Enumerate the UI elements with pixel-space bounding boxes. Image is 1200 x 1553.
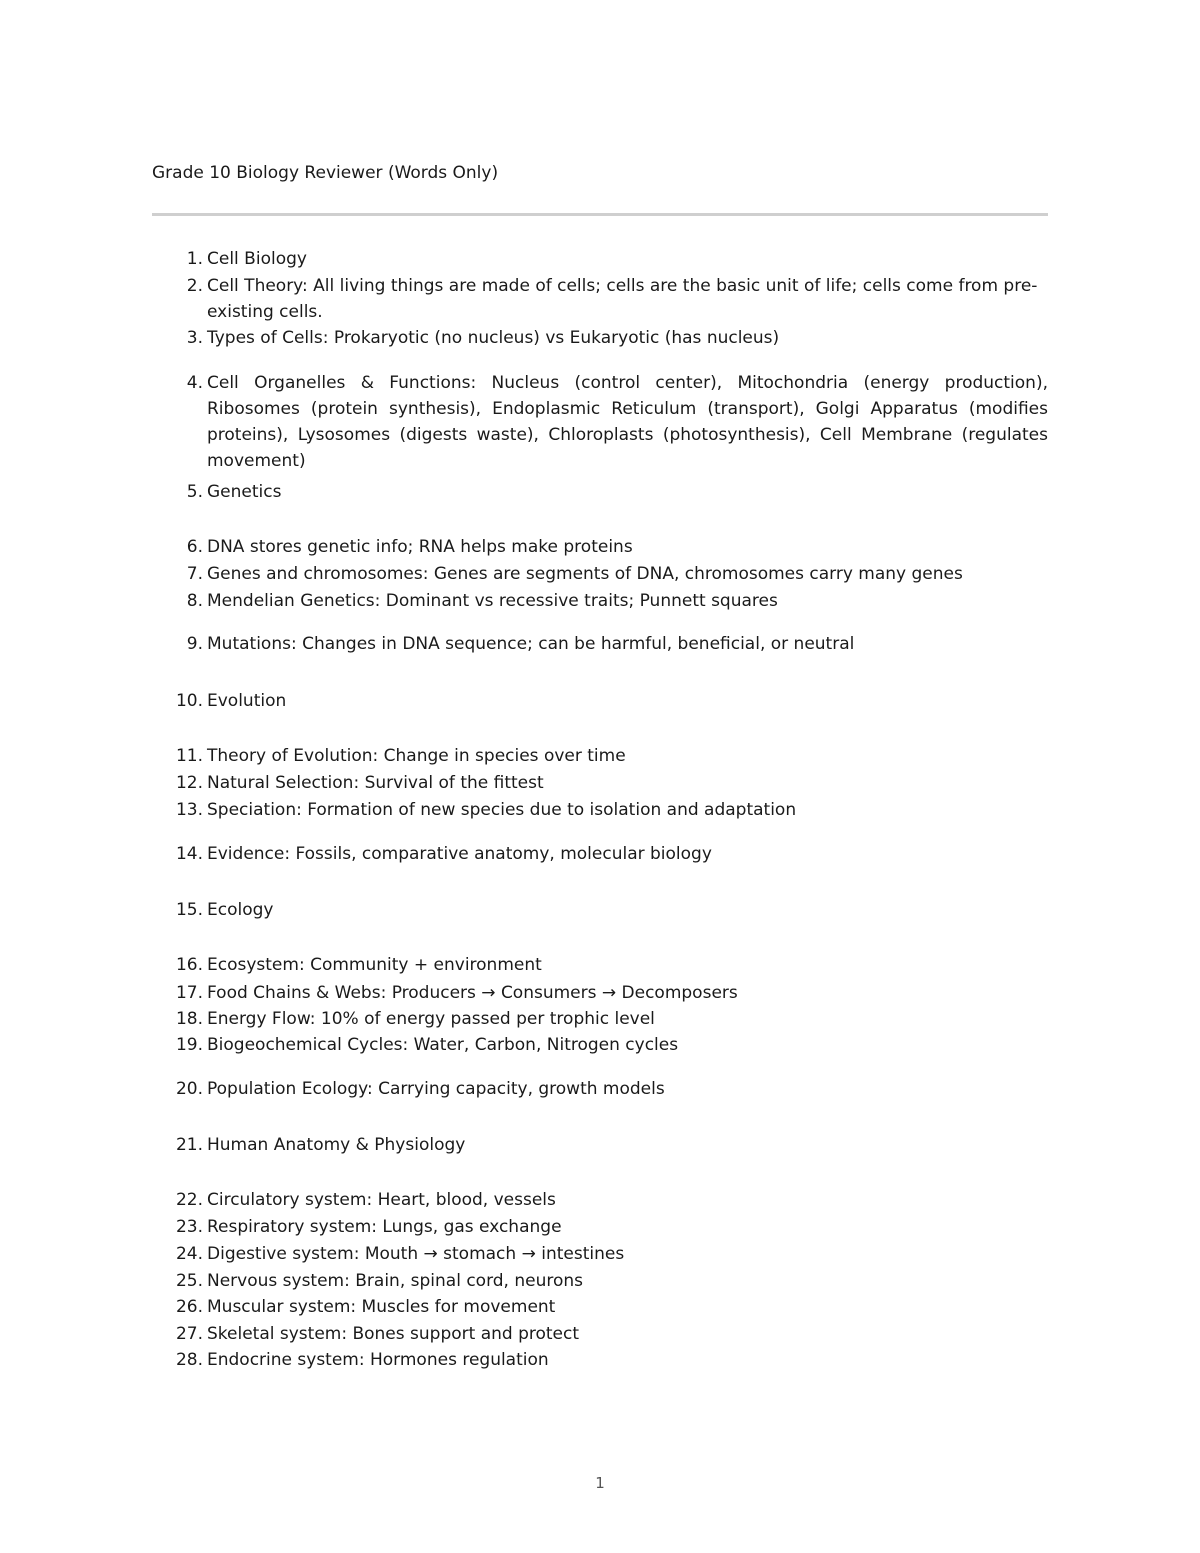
list-item-number: 2.	[186, 276, 203, 296]
list-item-number: 23.	[175, 1217, 203, 1237]
list-item-number: 14.	[175, 844, 203, 864]
list-item-number: 22.	[175, 1190, 203, 1210]
list-item-number: 1.	[186, 249, 203, 269]
list-item	[152, 1032, 1048, 1058]
list-item-text: Cell Theory: All living things are made of cells; cells are the basic unit of life; cells come from pre-existing cells.	[207, 276, 1038, 322]
list-item	[152, 980, 1048, 1006]
list-item	[152, 770, 1048, 796]
list-item-text: Ecology	[207, 900, 274, 920]
list-item	[152, 273, 1048, 325]
list-item-number: 17.	[175, 983, 203, 1003]
list-item	[152, 841, 1048, 867]
list-item	[152, 370, 1048, 474]
list-item-text: Cell Biology	[207, 249, 307, 269]
list-item	[152, 743, 1048, 769]
list-item-text: Ecosystem: Community + environment	[207, 955, 542, 975]
list-item	[152, 1187, 1048, 1213]
list-item-number: 21.	[175, 1135, 203, 1155]
list-item	[152, 1321, 1048, 1347]
list-item-text: Muscular system: Muscles for movement	[207, 1297, 556, 1317]
list-item-number: 6.	[186, 537, 203, 557]
list-item-number: 24.	[175, 1244, 203, 1264]
list-item-text: DNA stores genetic info; RNA helps make proteins	[207, 537, 633, 557]
list-item-text: Mendelian Genetics: Dominant vs recessive traits; Punnett squares	[207, 591, 778, 611]
list-item-text: Cell Organelles & Functions: Nucleus (control center), Mitochondria (energy production), Ribosomes (protein synthesis), Endoplasmic Reticulum (transport), Golgi Apparatus (modifies proteins), Lysosomes (digests waste), Chloroplasts (photosynthesis), Cell Membrane (regulates movement)	[207, 373, 1048, 471]
list-item	[152, 561, 1048, 587]
list-item-text: Human Anatomy & Physiology	[207, 1135, 466, 1155]
list-item-number: 10.	[175, 691, 203, 711]
list-item-number: 3.	[186, 328, 203, 348]
list-item-text: Evolution	[207, 691, 287, 711]
list-item-text: Skeletal system: Bones support and protect	[207, 1324, 580, 1344]
list-item-text: Evidence: Fossils, comparative anatomy, molecular biology	[207, 844, 712, 864]
list-item-number: 18.	[175, 1009, 203, 1029]
list-item-number: 9.	[186, 634, 203, 654]
list-item	[152, 1006, 1048, 1032]
list-item-text: Food Chains & Webs: Producers → Consumers → Decomposers	[207, 983, 738, 1003]
list-item-text: Population Ecology: Carrying capacity, growth models	[207, 1079, 665, 1099]
list-item-text: Endocrine system: Hormones regulation	[207, 1350, 549, 1370]
list-item-text: Genetics	[207, 482, 282, 502]
section-heading	[152, 1132, 1048, 1158]
section-heading	[152, 897, 1048, 923]
list-item	[152, 1214, 1048, 1240]
list-item-text: Natural Selection: Survival of the fittest	[207, 773, 544, 793]
list-item-number: 12.	[175, 773, 203, 793]
list-item-text: Biogeochemical Cycles: Water, Carbon, Nitrogen cycles	[207, 1035, 679, 1055]
page-number: 1	[595, 1474, 605, 1492]
list-item	[152, 1241, 1048, 1267]
section-heading	[152, 479, 1048, 505]
list-item-number: 13.	[175, 800, 203, 820]
list-item-number: 11.	[175, 746, 203, 766]
list-item-text: Respiratory system: Lungs, gas exchange	[207, 1217, 562, 1237]
list-item-number: 8.	[186, 591, 203, 611]
list-item	[152, 797, 1048, 823]
list-item-number: 19.	[175, 1035, 203, 1055]
list-item-number: 16.	[175, 955, 203, 975]
list-item-number: 7.	[186, 564, 203, 584]
list-item-number: 28.	[175, 1350, 203, 1370]
list-item	[152, 631, 1048, 657]
list-item-number: 25.	[175, 1271, 203, 1291]
title-divider	[152, 213, 1048, 216]
list-item-text: Types of Cells: Prokaryotic (no nucleus) vs Eukaryotic (has nucleus)	[207, 328, 780, 348]
list-item	[152, 1268, 1048, 1294]
list-item	[152, 1347, 1048, 1373]
list-item	[152, 588, 1048, 614]
list-item	[152, 325, 1048, 351]
list-item	[152, 534, 1048, 560]
list-item-text: Genes and chromosomes: Genes are segments of DNA, chromosomes carry many genes	[207, 564, 963, 584]
list-item	[152, 1076, 1048, 1102]
list-item-text: Digestive system: Mouth → stomach → intestines	[207, 1244, 625, 1264]
document-title: Grade 10 Biology Reviewer (Words Only)	[152, 163, 499, 183]
list-item	[152, 952, 1048, 978]
list-item-text: Speciation: Formation of new species due to isolation and adaptation	[207, 800, 797, 820]
list-item-number: 15.	[175, 900, 203, 920]
list-item-number: 5.	[186, 482, 203, 502]
list-item-text: Nervous system: Brain, spinal cord, neurons	[207, 1271, 584, 1291]
list-item-text: Mutations: Changes in DNA sequence; can be harmful, beneficial, or neutral	[207, 634, 855, 654]
list-item-text: Energy Flow: 10% of energy passed per trophic level	[207, 1009, 655, 1029]
list-item	[152, 246, 1048, 272]
list-item-text: Theory of Evolution: Change in species over time	[207, 746, 626, 766]
list-item-number: 4.	[186, 373, 203, 393]
section-heading	[152, 688, 1048, 714]
list-item-text: Circulatory system: Heart, blood, vessels	[207, 1190, 556, 1210]
list-item-number: 20.	[175, 1079, 203, 1099]
list-item-number: 26.	[175, 1297, 203, 1317]
list-item	[152, 1294, 1048, 1320]
list-item-number: 27.	[175, 1324, 203, 1344]
